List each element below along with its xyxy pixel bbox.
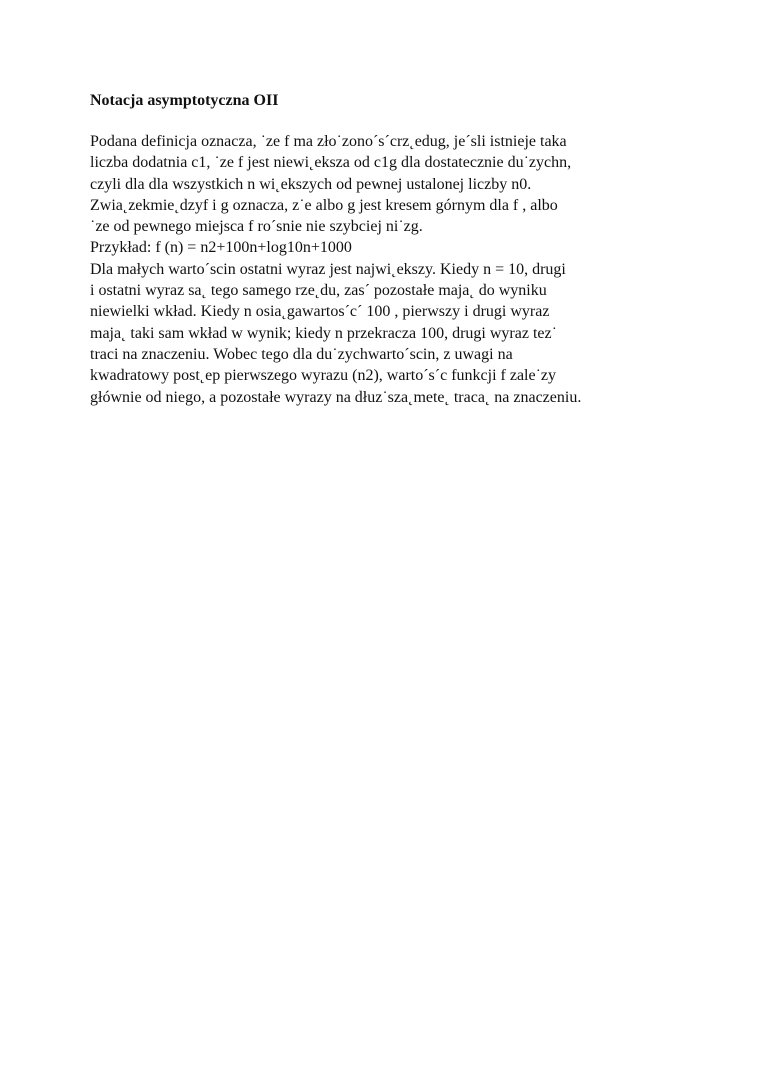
body-line: Podana definicja oznacza, ˙ze f ma zło˙zono´s´crz˛edug, je´sli istnieje taka [90,133,567,150]
document-title: Notacja asymptotyczna OII [90,92,279,109]
body-line: głównie od niego, a pozostałe wyrazy na dłuz˙sza˛mete˛ traca˛ na znaczeniu. [90,388,582,406]
body-line: Dla małych warto´scin ostatni wyraz jest najwi˛ekszy. Kiedy n = 10, drugi [90,260,566,278]
body-line: traci na znaczeniu. Wobec tego dla du˙zychwarto´scin, z uwagi na [90,345,513,363]
body-line: maja˛ taki sam wkład w wynik; kiedy n przekracza 100, drugi wyraz tez˙ [90,324,557,342]
body-line: czyli dla dla wszystkich n wi˛ekszych od pewnej ustalonej liczby n0. [90,175,532,193]
example-formula-line: Przykład: f (n) = n2+100n+log10n+1000 [90,239,352,257]
document-body [90,131,650,408]
body-line: niewielki wkład. Kiedy n osia˛gawartos´c´ 100 , pierwszy i drugi wyraz [90,303,550,321]
body-line: liczba dodatnia c1, ˙ze f jest niewi˛eksza od c1g dla dostatecznie du˙zychn, [90,154,572,172]
body-line: kwadratowy post˛ep pierwszego wyrazu (n2), warto´s´c funkcji f zale˙zy [90,367,557,385]
body-line: i ostatni wyraz sa˛ tego samego rze˛du, zas´ pozostałe maja˛ do wyniku [90,282,547,300]
body-line: ˙ze od pewnego miejsca f ro´snie nie szybciej ni˙zg. [90,218,423,236]
body-line: Zwia˛zekmie˛dzyf i g oznacza, z˙e albo g jest kresem górnym dla f , albo [90,196,558,214]
